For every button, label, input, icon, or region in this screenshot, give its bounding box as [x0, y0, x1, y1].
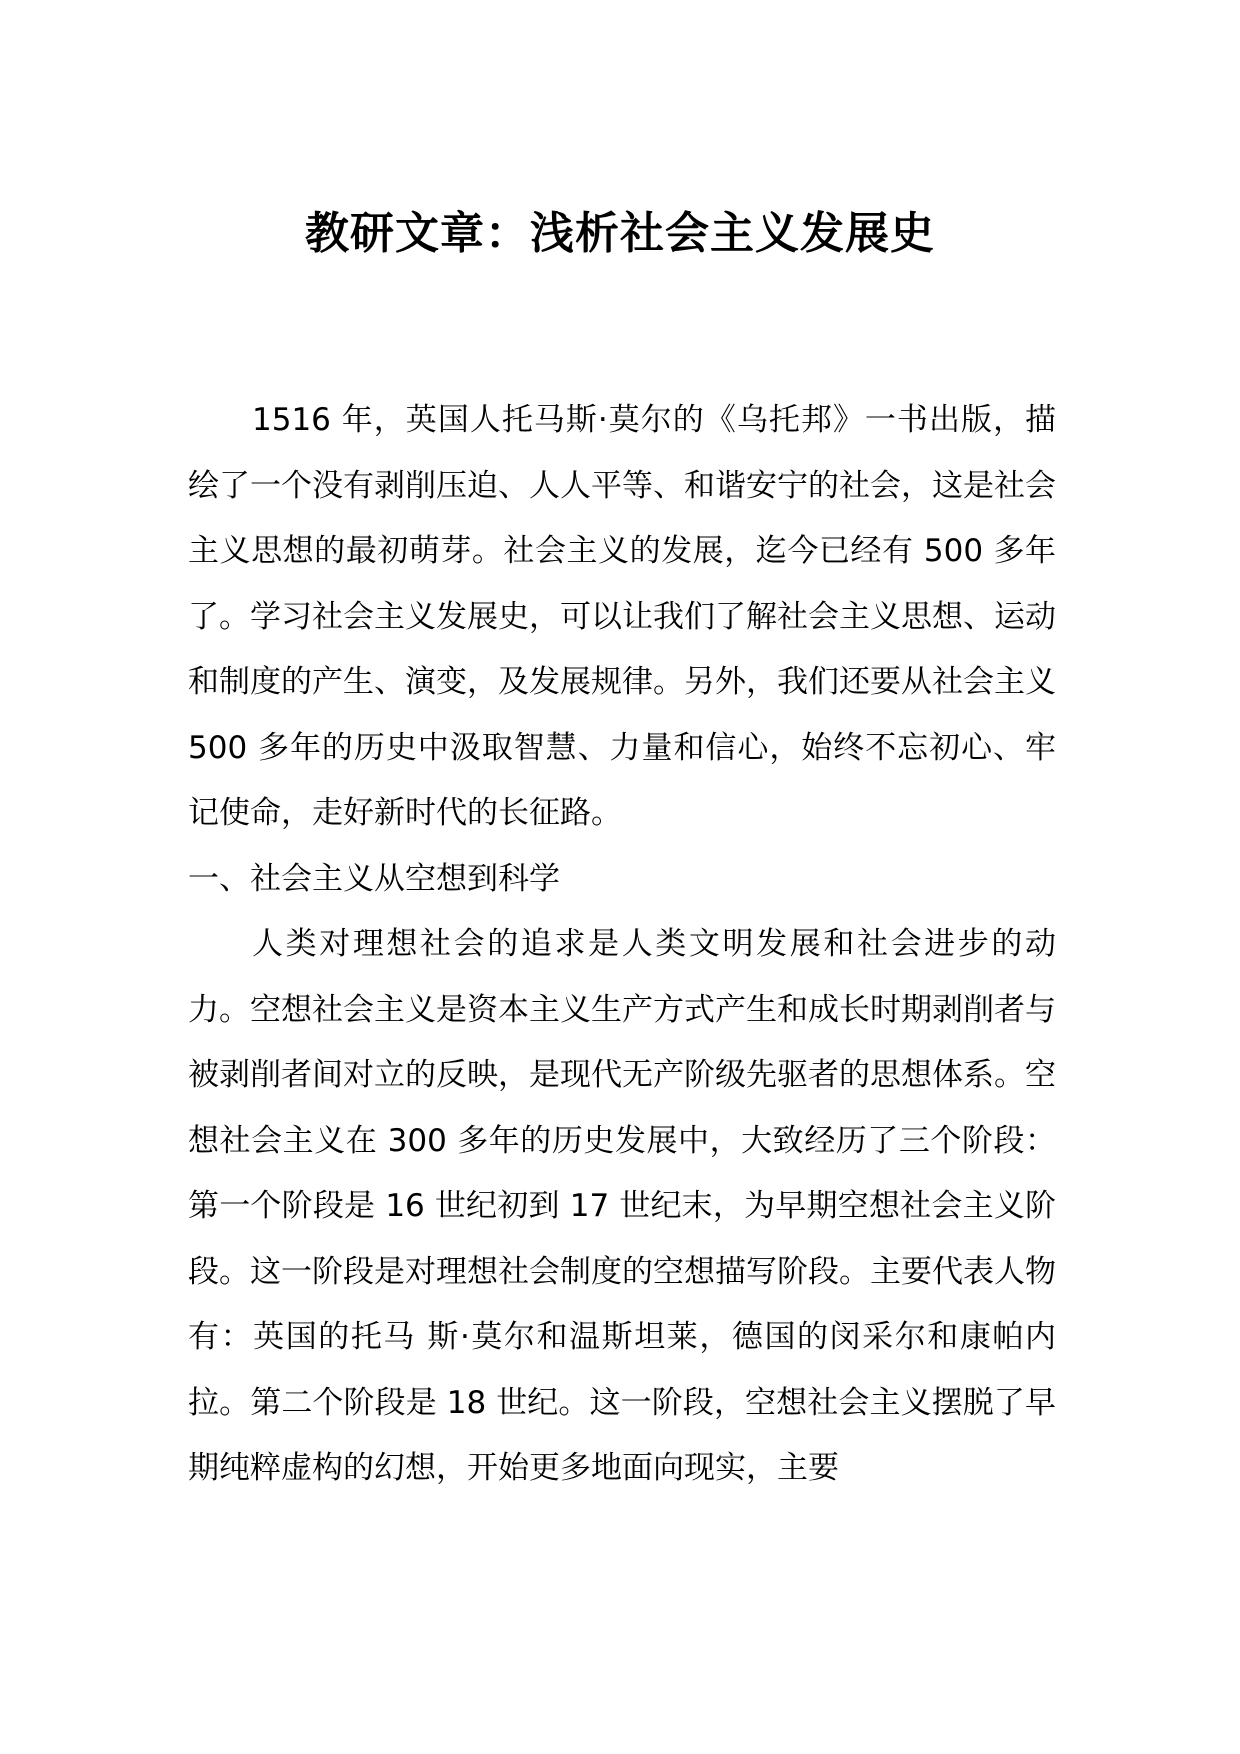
- document-body: [188, 388, 1056, 1502]
- intro-paragraph: 1516 年，英国人托马斯·莫尔的《乌托邦》一书出版，描绘了一个没有剥削压迫、人人平等、和谐安宁的社会，这是社会主义思想的最初萌芽。社会主义的发展，迄今已经有 500 多年了。学习社会主义发展史，可以让我们了解社会主义思想、运动和制度的产生、演变，及发展规律。另外，我们还要从社会主义 500 多年的历史中汲取智慧、力量和信心，始终不忘初心、牢记使命，走好新时代的长征路。: [188, 402, 1056, 831]
- section-heading: 一、社会主义从空想到科学: [188, 860, 560, 897]
- page-title: 教研文章：浅析社会主义发展史: [305, 208, 935, 259]
- section-paragraph: 人类对理想社会的追求是人类文明发展和社会进步的动力。空想社会主义是资本主义生产方式产生和成长时期剥削者与被剥削者间对立的反映，是现代无产阶级先驱者的思想体系。空想社会主义在 300 多年的历史发展中，大致经历了三个阶段：第一个阶段是 16 世纪初到 17 世纪末，为早期空想社会主义阶段。这一阶段是对理想社会制度的空想描写阶段。主要代表人物有：英国的托马 斯·莫尔和温斯坦莱，德国的闵采尔和康帕内拉。第二个阶段是 18 世纪。这一阶段，空想社会主义摆脱了早期纯粹虚构的幻想，开始更多地面向现实，主要: [188, 926, 1056, 1486]
